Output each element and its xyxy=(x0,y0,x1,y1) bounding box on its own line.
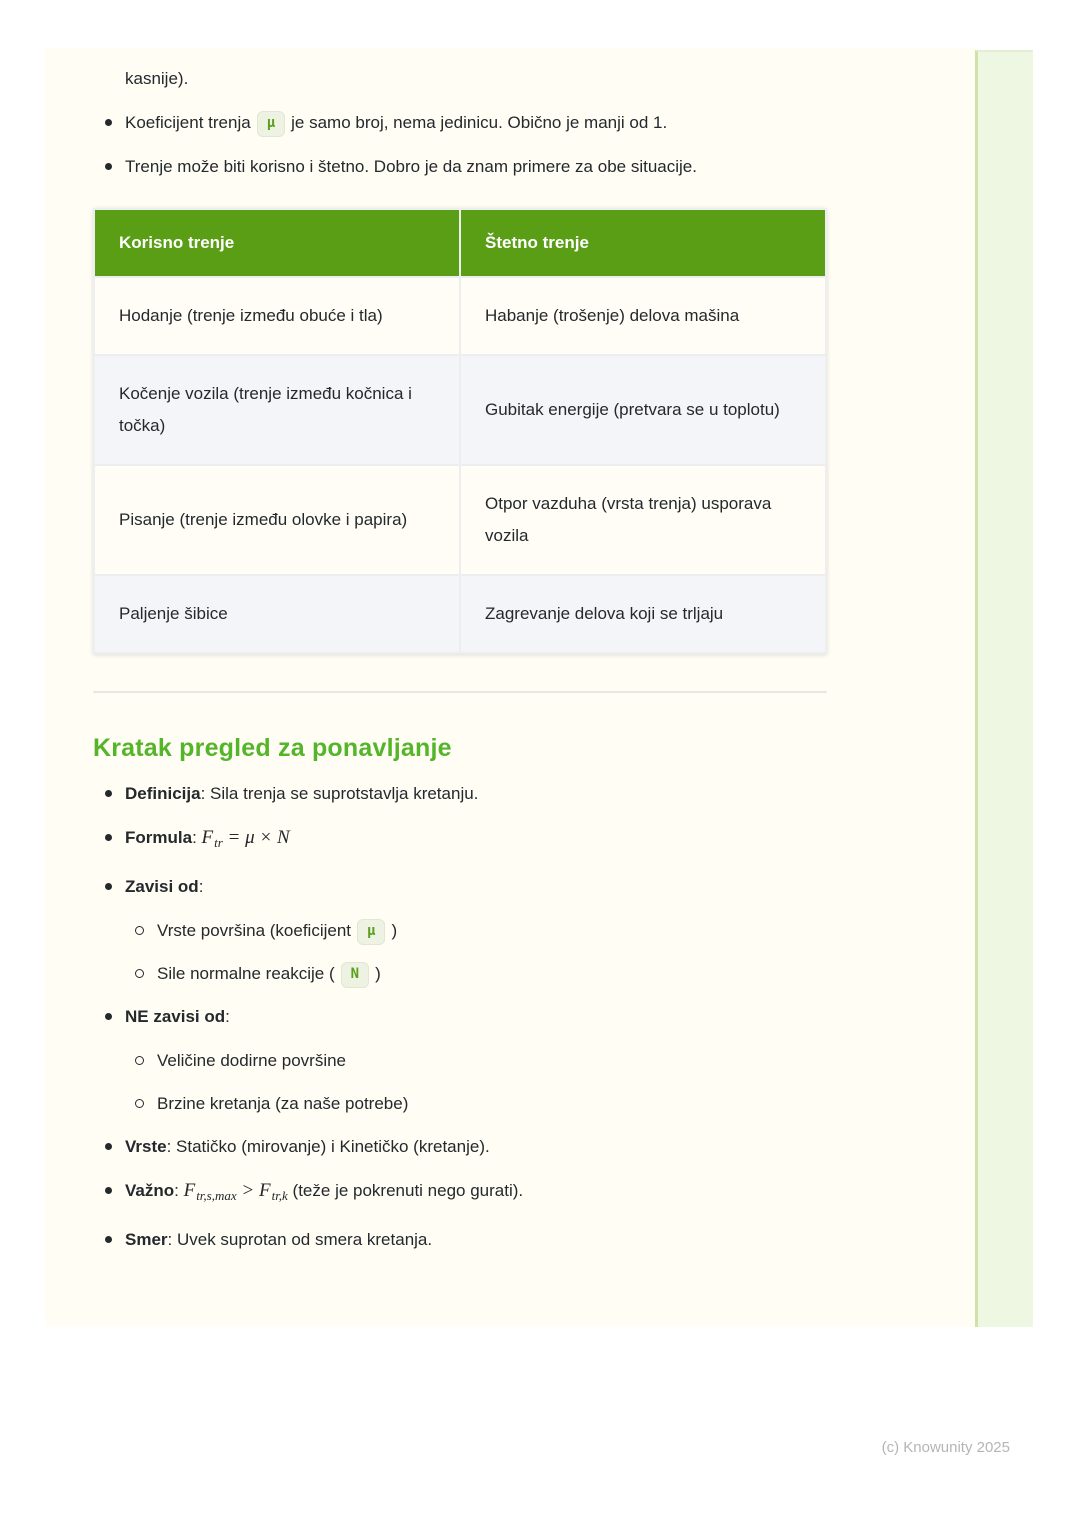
header-harmful-friction: Štetno trenje xyxy=(460,209,826,277)
math-subscript-tr: tr xyxy=(214,835,223,850)
zavisi-colon: : xyxy=(198,877,204,896)
note-page-card xyxy=(45,48,975,1327)
vrste-povrsina-close: ) xyxy=(391,921,398,940)
sub-bullet-vrste-povrsina xyxy=(125,915,835,946)
vrste-text: : Statičko (mirovanje) i Kinetičko (kretanje). xyxy=(166,1137,490,1156)
table-body xyxy=(94,277,826,653)
sub-bullet-normalna-reakcija xyxy=(125,958,835,989)
smer-text: : Uvek suprotan od smera kretanja. xyxy=(167,1230,433,1249)
table-row xyxy=(94,465,826,575)
vazno-math xyxy=(184,1180,288,1201)
copyright-footer: (c) Knowunity 2025 xyxy=(881,1439,1010,1456)
formula-colon: : xyxy=(192,828,202,847)
bullet-definicija xyxy=(45,777,835,810)
header-useful-friction: Korisno trenje xyxy=(94,209,460,277)
formula-label: Formula xyxy=(125,828,193,847)
normalna-reakcija-close: ) xyxy=(375,964,381,983)
bullet-useful-harmful: Trenje može biti korisno i štetno. Dobro je da znam primere za obe situacije. xyxy=(45,150,835,183)
ne-zavisi-sub-list xyxy=(125,1045,835,1119)
normalna-reakcija-text: Sile normalne reakcije ( xyxy=(157,964,335,983)
review-section-heading: Kratak pregled za ponavljanje xyxy=(93,734,452,762)
vrste-povrsina-text: Vrste površina (koeficijent xyxy=(157,921,352,940)
sub-bullet-velicina-povrsine: Veličine dodirne površine xyxy=(125,1045,835,1076)
ne-zavisi-colon: : xyxy=(225,1007,230,1026)
bullet-coefficient-text-before: Koeficijent trenja xyxy=(125,113,251,132)
friction-examples-table xyxy=(93,208,827,654)
table-row xyxy=(94,355,826,465)
math-F1: F xyxy=(183,1180,196,1201)
math-subscript-trk: tr,k xyxy=(271,1188,288,1203)
intro-bullet-list xyxy=(45,106,975,183)
table-row xyxy=(94,575,826,653)
sub-bullet-brzina-kretanja: Brzine kretanja (za naše potrebe) xyxy=(125,1088,835,1119)
vrste-label: Vrste xyxy=(125,1137,167,1156)
bullet-zavisi-od xyxy=(45,870,835,989)
bullet-vazno xyxy=(45,1174,835,1212)
table-row xyxy=(94,277,826,355)
table-cell: Habanje (trošenje) delova mašina xyxy=(460,277,826,355)
paragraph-continuation: kasnije). xyxy=(125,69,189,88)
smer-label: Smer xyxy=(125,1230,168,1249)
math-subscript-trsmax: tr,s,max xyxy=(196,1188,237,1203)
section-divider xyxy=(93,691,827,693)
table-cell: Gubitak energije (pretvara se u toplotu) xyxy=(460,355,826,465)
vazno-label: Važno xyxy=(125,1181,175,1200)
table-cell: Zagrevanje delova koji se trljaju xyxy=(460,575,826,653)
definicija-text: : Sila trenja se suprotstavlja kretanju. xyxy=(200,784,479,803)
table-cell: Otpor vazduha (vrsta trenja) usporava vozila xyxy=(460,465,826,575)
review-bullet-list xyxy=(45,777,975,1256)
table-cell: Hodanje (trenje između obuće i tla) xyxy=(94,277,460,355)
zavisi-sub-list xyxy=(125,915,835,989)
ne-zavisi-label: NE zavisi od xyxy=(125,1007,226,1026)
table-head xyxy=(94,209,826,277)
table-cell: Paljenje šibice xyxy=(94,575,460,653)
bullet-coefficient-text-after: je samo broj, nema jedinicu. Obično je manji od 1. xyxy=(291,113,668,132)
bullet-vrste xyxy=(45,1130,835,1163)
bullet-coefficient xyxy=(45,106,835,139)
mu-symbol-chip: μ xyxy=(257,111,285,137)
definicija-label: Definicija xyxy=(125,784,201,803)
bullet-formula xyxy=(45,821,835,859)
vazno-colon: : xyxy=(174,1181,184,1200)
zavisi-label: Zavisi od xyxy=(125,877,199,896)
bullet-smer xyxy=(45,1223,835,1256)
math-greater-than: > xyxy=(236,1180,259,1201)
vazno-text-after: (teže je pokrenuti nego gurati). xyxy=(287,1181,524,1200)
right-page-edge-band xyxy=(975,50,1033,1327)
n-symbol-chip: N xyxy=(341,962,369,988)
mu-symbol-chip: μ xyxy=(357,919,385,945)
math-F: F xyxy=(201,827,214,848)
math-rest: = μ × N xyxy=(222,827,290,848)
math-F2: F xyxy=(258,1180,271,1201)
bullet-ne-zavisi-od xyxy=(45,1000,835,1119)
table-cell: Pisanje (trenje između olovke i papira) xyxy=(94,465,460,575)
formula-math xyxy=(202,827,290,848)
table-header-row xyxy=(94,209,826,277)
table-cell: Kočenje vozila (trenje između kočnica i točka) xyxy=(94,355,460,465)
